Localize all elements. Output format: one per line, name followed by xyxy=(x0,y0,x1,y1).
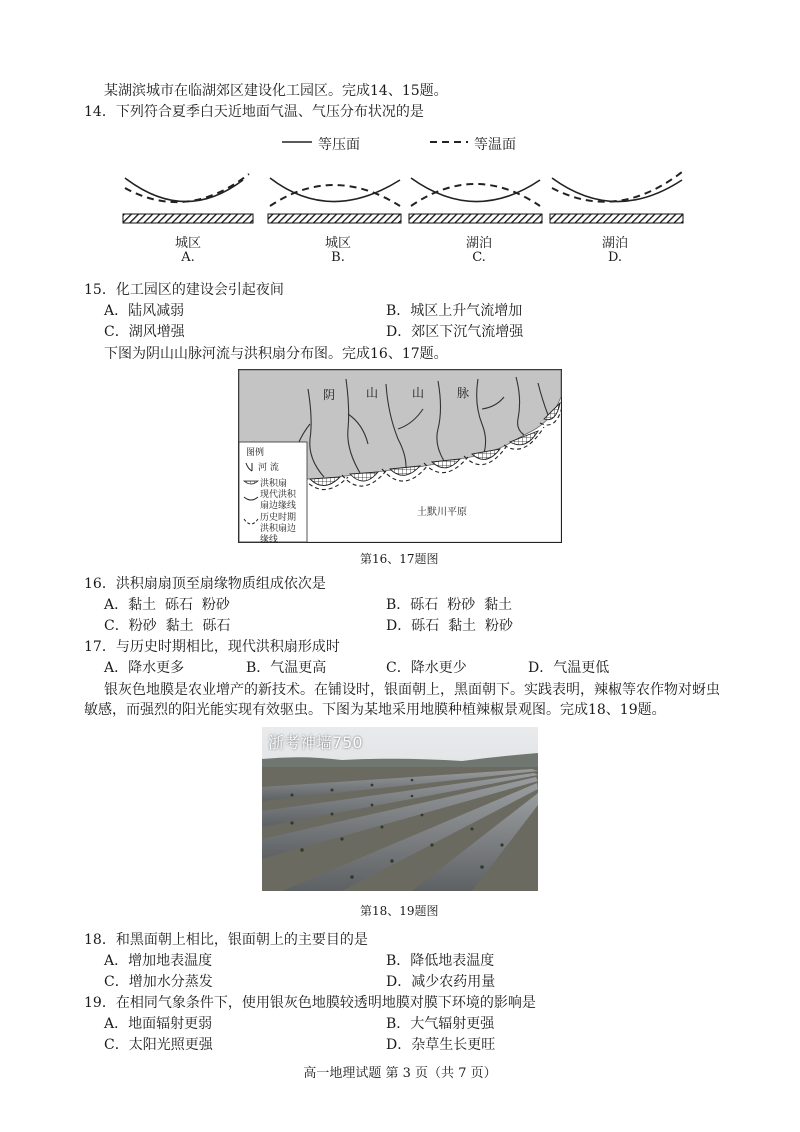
q15-option-d: D．郊区下沉气流增强 xyxy=(386,324,524,340)
page-footer: 高一地理试题 第 3 页（共 7 页） xyxy=(303,1066,497,1081)
panel-a-ground xyxy=(123,214,253,223)
photo-watermark: 浙考神墙750 xyxy=(268,733,363,752)
q16-stem: 16．洪积扇扇顶至扇缘物质组成依次是 xyxy=(84,576,326,592)
intro-18-19-line2: 敏感，而强烈的阳光能实现有效驱虫。下图为某地采用地膜种植辣椒景观图。完成18、19题。 xyxy=(84,702,666,718)
photo-caption: 第18、19题图 xyxy=(360,904,439,918)
legend-hist-2: 洪积扇边 xyxy=(260,524,297,534)
mountain-char-2: 山 xyxy=(366,386,379,400)
q15-option-c: C．湖风增强 xyxy=(104,324,185,340)
panel-a xyxy=(123,174,253,223)
q14-stem: 14．下列符合夏季白天近地面气温、气压分布状况的是 xyxy=(84,104,424,120)
q19-option-b: B．大气辐射更强 xyxy=(386,1016,495,1032)
q17-option-d: D．气温更低 xyxy=(528,660,610,676)
panel-c-letter: C. xyxy=(472,250,486,265)
panel-c-place: 湖泊 xyxy=(465,236,492,251)
legend-modern-1: 现代洪积 xyxy=(260,490,297,500)
panel-d-isobar xyxy=(552,178,682,202)
legend-isotherm-label: 等温面 xyxy=(474,137,516,153)
legend-fan: 洪积扇 xyxy=(260,479,288,489)
q19-option-a: A．地面辐射更弱 xyxy=(104,1016,213,1032)
q17-option-a: A．降水更多 xyxy=(104,660,185,676)
panel-d xyxy=(550,172,683,223)
mountain-char-1: 阴 xyxy=(323,388,336,402)
q18-option-b: B．降低地表温度 xyxy=(386,953,495,969)
mountain-char-3: 山 xyxy=(412,386,425,400)
q17-option-c: C．降水更少 xyxy=(386,660,467,676)
panel-d-isotherm xyxy=(552,172,682,202)
panel-b-isobar xyxy=(270,178,400,202)
q19-option-d: D．杂草生长更旺 xyxy=(386,1037,496,1053)
panel-a-place: 城区 xyxy=(174,236,201,251)
panel-c xyxy=(409,178,542,223)
q16-option-a: A．黏土 砾石 粉砂 xyxy=(104,597,230,613)
panel-b-ground xyxy=(268,214,401,223)
panel-c-isotherm xyxy=(411,184,540,206)
q16-option-b: B．砾石 粉砂 黏土 xyxy=(386,597,513,613)
q18-stem: 18．和黑面朝上相比，银面朝上的主要目的是 xyxy=(84,932,368,948)
q18-option-d: D．减少农药用量 xyxy=(386,974,496,990)
legend-river: 河 流 xyxy=(258,463,279,473)
panel-a-letter: A. xyxy=(181,250,195,265)
intro-18-19-line1: 银灰色地膜是农业增产的新技术。在铺设时，银面朝上，黑面朝下。实践表明，辣椒等农作物对蚜虫 xyxy=(104,682,720,698)
q15-option-b: B．城区上升气流增加 xyxy=(386,303,523,319)
q17-option-b: B．气温更高 xyxy=(246,660,327,676)
map-caption: 第16、17题图 xyxy=(360,552,439,566)
legend-modern-2: 扇边缘线 xyxy=(260,501,297,511)
intro-14-15: 某湖滨城市在临湖郊区建设化工园区。完成14、15题。 xyxy=(104,83,448,99)
plain-label: 土默川平原 xyxy=(417,507,467,518)
panel-b-place: 城区 xyxy=(324,236,351,251)
panel-d-ground xyxy=(550,214,683,223)
q15-option-a: A．陆风减弱 xyxy=(104,303,185,319)
q14-diagrams xyxy=(115,166,690,230)
q16-option-c: C．粉砂 黏土 砾石 xyxy=(104,618,231,634)
q16-option-d: D．砾石 黏土 粉砂 xyxy=(386,618,514,634)
intro-16-17: 下图为阴山山脉河流与洪积扇分布图。完成16、17题。 xyxy=(104,346,448,362)
q19-option-c: C．太阳光照更强 xyxy=(104,1037,213,1053)
legend-hist-1: 历史时期 xyxy=(260,513,297,523)
panel-b xyxy=(268,178,401,223)
q18-option-a: A．增加地表温度 xyxy=(104,953,213,969)
q15-stem: 15．化工园区的建设会引起夜间 xyxy=(84,282,284,298)
panel-d-place: 湖泊 xyxy=(601,236,628,251)
panel-c-isobar xyxy=(411,178,540,202)
legend-title: 图例 xyxy=(246,448,265,458)
mountain-char-4: 脉 xyxy=(457,386,470,400)
q18-option-c: C．增加水分蒸发 xyxy=(104,974,213,990)
legend-hist-3: 缘线 xyxy=(260,535,279,545)
panel-b-isotherm xyxy=(270,185,400,206)
panel-b-letter: B. xyxy=(331,250,345,265)
q17-stem: 17．与历史时期相比，现代洪积扇形成时 xyxy=(84,639,340,655)
legend-isobar-label: 等压面 xyxy=(318,137,360,153)
panel-d-letter: D. xyxy=(607,250,623,265)
panel-a-isobar xyxy=(125,178,243,202)
q19-stem: 19．在相同气象条件下，使用银灰色地膜较透明地膜对膜下环境的影响是 xyxy=(84,995,536,1011)
panel-c-ground xyxy=(409,214,542,223)
